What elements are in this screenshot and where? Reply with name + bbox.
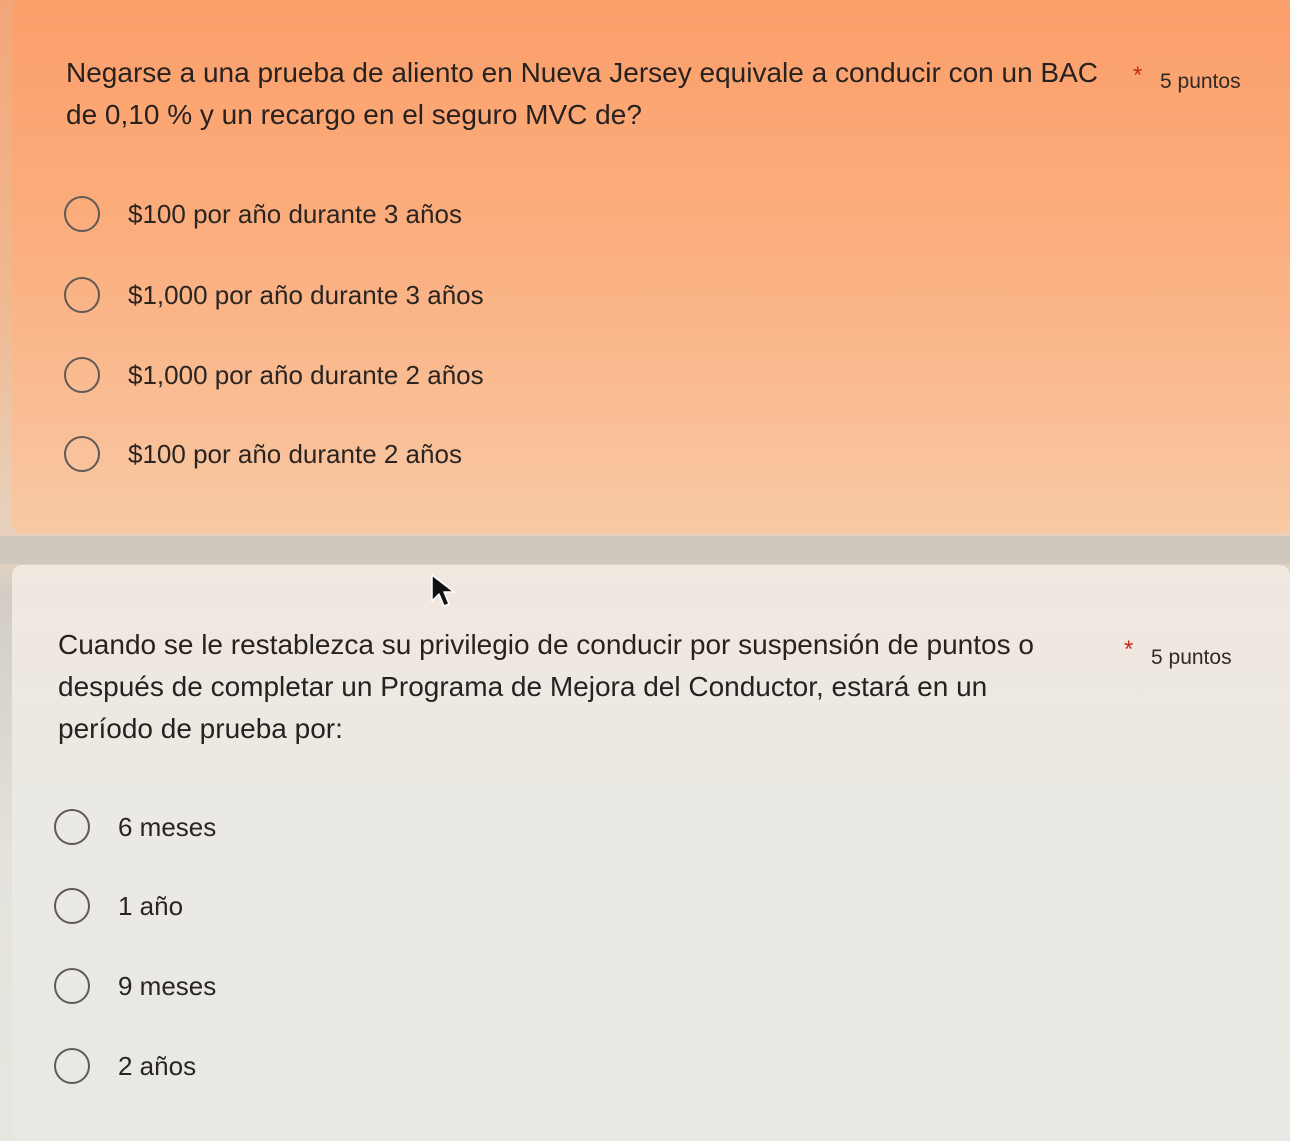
radio-button[interactable] (64, 357, 100, 393)
question-2-option-1[interactable] (54, 809, 216, 845)
radio-button[interactable] (64, 436, 100, 472)
question-1-text: Negarse a una prueba de aliento en Nueva Jersey equivale a conducir con un BAC de 0,10 % y un recargo en el seguro MVC de? (66, 57, 1098, 130)
option-label: $100 por año durante 3 años (128, 198, 462, 229)
option-label: $1,000 por año durante 3 años (128, 279, 484, 310)
radio-button[interactable] (54, 888, 90, 924)
question-1-option-2[interactable] (64, 277, 484, 313)
radio-button[interactable] (54, 1048, 90, 1084)
question-2-points: 5 puntos (1151, 646, 1232, 669)
section-divider (0, 536, 1290, 564)
option-label: 9 meses (118, 970, 217, 1001)
question-1-points: 5 puntos (1160, 70, 1241, 93)
radio-button[interactable] (64, 277, 100, 313)
option-label: 6 meses (118, 811, 217, 842)
radio-button[interactable] (54, 968, 90, 1004)
question-1-required-mark: * (1133, 62, 1143, 89)
question-2-option-4[interactable] (54, 1048, 196, 1084)
option-label: $1,000 por año durante 2 años (128, 359, 484, 390)
question-2-text: Cuando se le restablezca su privilegio de conducir por suspensión de puntos o después de completar un Programa de Mejora del Conductor, estará en un período de prueba por: (58, 629, 1034, 744)
question-2-required-mark: * (1124, 636, 1134, 663)
radio-button[interactable] (54, 809, 90, 845)
radio-button[interactable] (64, 196, 100, 232)
question-2-option-2[interactable] (54, 888, 183, 924)
question-1-option-1[interactable] (64, 196, 462, 232)
option-label: $100 por año durante 2 años (128, 438, 462, 469)
option-label: 2 años (118, 1050, 197, 1081)
option-label: 1 año (118, 890, 184, 921)
mouse-pointer-icon (430, 573, 458, 609)
question-1-option-3[interactable] (64, 357, 484, 393)
question-2-option-3[interactable] (54, 968, 216, 1004)
question-1-option-4[interactable] (64, 436, 462, 472)
